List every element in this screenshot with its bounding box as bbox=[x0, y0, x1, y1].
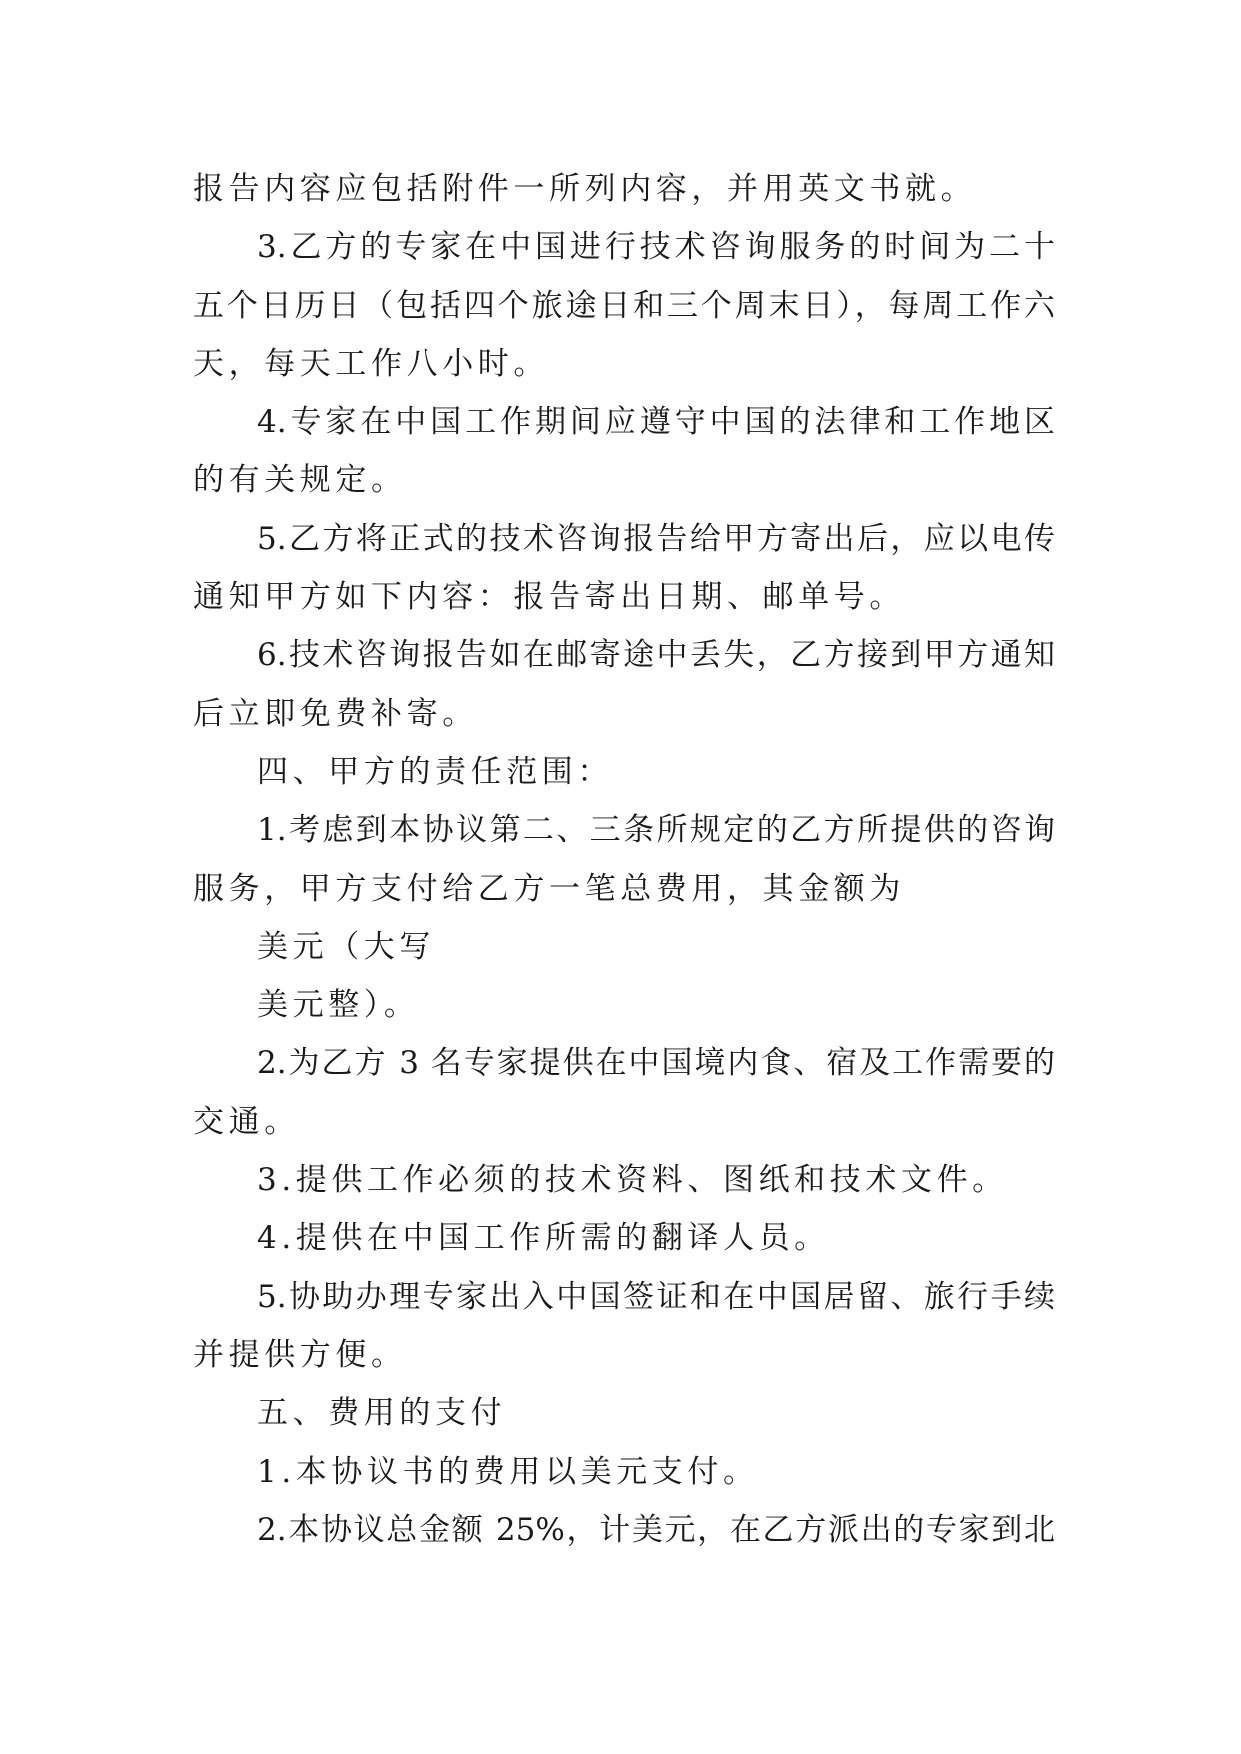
document-line: 通知甲方如下内容：报告寄出日期、邮单号。 bbox=[193, 579, 905, 616]
document-line: 2.本协议总金额 25%，计美元，在乙方派出的专家到北 bbox=[257, 1511, 1055, 1548]
document-line: 四、甲方的责任范围： bbox=[257, 753, 613, 790]
document-body bbox=[193, 160, 1055, 1559]
document-line: 并提供方便。 bbox=[193, 1336, 407, 1373]
document-line: 美元整）。 bbox=[257, 987, 420, 1024]
document-line: 4.专家在中国工作期间应遵守中国的法律和工作地区 bbox=[257, 404, 1055, 441]
document-line: 4.提供在中国工作所需的翻译人员。 bbox=[257, 1220, 830, 1257]
document-line: 服务，甲方支付给乙方一笔总费用，其金额为 bbox=[193, 870, 905, 907]
document-line: 交通。 bbox=[193, 1103, 300, 1140]
document-line: 2.为乙方 3 名专家提供在中国境内食、宿及工作需要的 bbox=[257, 1045, 1055, 1082]
document-line: 3.提供工作必须的技术资料、图纸和技术文件。 bbox=[257, 1162, 1008, 1199]
document-line: 的有关规定。 bbox=[193, 462, 407, 499]
document-line: 美元（大写 bbox=[257, 928, 435, 965]
document-line: 5.乙方将正式的技术咨询报告给甲方寄出后，应以电传 bbox=[257, 520, 1055, 557]
document-line: 1.本协议书的费用以美元支付。 bbox=[257, 1453, 759, 1490]
document-line: 6.技术咨询报告如在邮寄途中丢失，乙方接到甲方通知 bbox=[257, 637, 1055, 674]
document-line: 后立即免费补寄。 bbox=[193, 695, 478, 732]
document-line: 5.协助办理专家出入中国签证和在中国居留、旅行手续 bbox=[257, 1278, 1055, 1315]
document-line: 五个日历日（包括四个旅途日和三个周末日），每周工作六 bbox=[193, 287, 1055, 324]
document-line: 1.考虑到本协议第二、三条所规定的乙方所提供的咨询 bbox=[257, 812, 1055, 849]
document-line: 报告内容应包括附件一所列内容，并用英文书就。 bbox=[193, 171, 977, 207]
document-line: 3.乙方的专家在中国进行技术咨询服务的时间为二十 bbox=[257, 229, 1055, 266]
document-line: 五、费用的支付 bbox=[257, 1395, 507, 1432]
document-line: 天，每天工作八小时。 bbox=[193, 345, 549, 382]
